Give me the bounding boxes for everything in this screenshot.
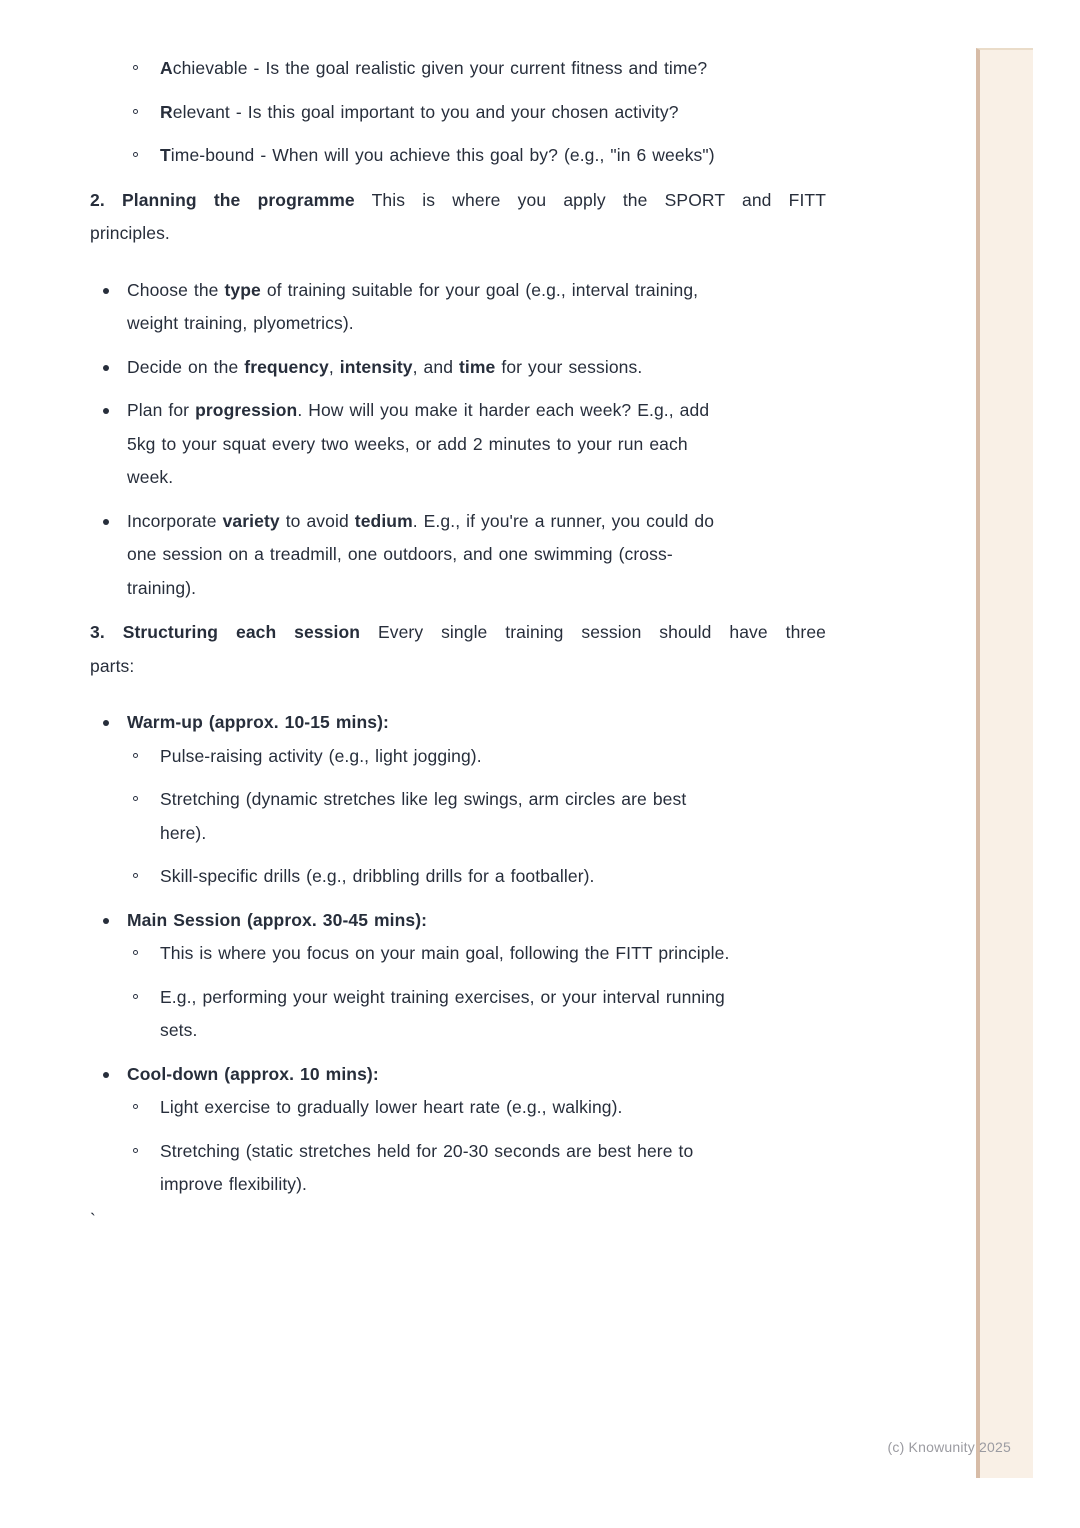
list-item-main-session [127, 904, 826, 1048]
text-line: here). [160, 822, 207, 843]
text-line: This is where you focus on your main goal, following the FITT principle. [160, 943, 730, 963]
bullet-icon [103, 288, 109, 294]
text-segment: chievable - Is the goal realistic given your current fitness and time? [172, 58, 708, 78]
text-line: week. [127, 467, 174, 487]
list-item-fitt [127, 351, 826, 385]
bullet-icon [103, 408, 109, 414]
text-segment: , and [412, 356, 459, 377]
bold-term: progression [195, 400, 298, 420]
circle-bullet-icon [133, 950, 138, 955]
list-item [160, 937, 826, 971]
text-segment: Decide on the [127, 356, 245, 377]
list-item-text [160, 139, 826, 173]
bold-term: variety [222, 510, 280, 531]
list-item-text [160, 96, 826, 130]
bold-lead: A [160, 58, 173, 78]
text-line [90, 616, 826, 650]
text-segment: This is where you apply the SPORT and FITT [354, 189, 826, 210]
circle-bullet-icon [133, 873, 138, 878]
circle-bullet-icon [133, 109, 138, 114]
text-line [90, 184, 826, 218]
bullet-icon [103, 365, 109, 371]
circle-bullet-icon [133, 1104, 138, 1109]
text-line: improve flexibility). [160, 1174, 308, 1194]
bold-term: tedium [354, 510, 413, 531]
bold-term: type [224, 279, 261, 300]
text-line: Light exercise to gradually lower heart rate (e.g., walking). [160, 1097, 623, 1117]
copyright-watermark: (c) Knowunity 2025 [887, 1439, 1011, 1455]
section-title: 3. Structuring each session [90, 622, 361, 642]
list-item [160, 1135, 826, 1202]
text-line: E.g., performing your weight training exercises, or your interval running [160, 986, 725, 1007]
circle-bullet-icon [133, 994, 138, 999]
list-item-warm-up [127, 706, 826, 894]
list-item-achievable [160, 52, 826, 86]
text-segment: Plan for [127, 400, 196, 420]
document-content [90, 52, 826, 1237]
text-line: one session on a treadmill, one outdoors, and one swimming (cross- [127, 544, 673, 564]
circle-bullet-icon [133, 65, 138, 70]
bold-term: time [459, 356, 496, 377]
list-item [160, 1091, 826, 1125]
list-item [160, 860, 826, 894]
list-item-text [160, 52, 826, 86]
session-title: Cool-down (approx. 10 mins): [127, 1063, 379, 1084]
bullet-icon [103, 918, 109, 924]
bullet-icon [103, 1072, 109, 1078]
list-item-variety [127, 505, 826, 606]
text-line: 5kg to your squat every two weeks, or add 2 minutes to your run each [127, 433, 688, 454]
list-item-relevant [160, 96, 826, 130]
circle-bullet-icon [133, 753, 138, 758]
text-line [127, 394, 826, 428]
session-title: Warm-up (approx. 10-15 mins): [127, 712, 389, 732]
text-segment: Incorporate [127, 510, 223, 531]
text-segment: ime-bound - When will you achieve this goal by? (e.g., "in 6 weeks") [170, 145, 715, 165]
warm-up-sublist [127, 740, 826, 894]
circle-bullet-icon [133, 1148, 138, 1153]
list-item [160, 783, 826, 850]
circle-bullet-icon [133, 796, 138, 801]
bold-lead: R [160, 101, 173, 122]
text-segment: , [328, 356, 340, 377]
text-segment: Choose the [127, 279, 225, 300]
circle-bullet-icon [133, 152, 138, 157]
list-item-time-bound [160, 139, 826, 173]
main-session-sublist [127, 937, 826, 1048]
session-title: Main Session (approx. 30-45 mins): [127, 909, 428, 930]
cool-down-sublist [127, 1091, 826, 1202]
list-item-cool-down [127, 1058, 826, 1202]
list-item-type [127, 274, 826, 341]
text-line: principles. [90, 223, 170, 243]
planning-list [90, 274, 826, 606]
section-title: 2. Planning the programme [90, 189, 355, 210]
bullet-icon [103, 519, 109, 525]
bullet-icon [103, 720, 109, 726]
text-segment: for your sessions. [495, 356, 643, 377]
section-heading-planning [90, 184, 826, 251]
text-line: weight training, plyometrics). [127, 313, 354, 333]
text-segment: . How will you make it harder each week? E.g., add [297, 400, 710, 420]
text-segment: of training suitable for your goal (e.g., interval training, [260, 279, 699, 300]
bold-lead: T [160, 145, 171, 165]
bold-term: intensity [339, 356, 413, 377]
session-structure-list [90, 706, 826, 1202]
text-line: sets. [160, 1020, 198, 1040]
text-line: Stretching (static stretches held for 20-30 seconds are best here to [160, 1140, 694, 1161]
list-item [160, 740, 826, 774]
text-line: parts: [90, 655, 135, 676]
text-line: Pulse-raising activity (e.g., light jogging). [160, 745, 482, 766]
text-segment: to avoid [279, 510, 355, 531]
list-item-progression [127, 394, 826, 495]
smart-criteria-list [90, 52, 826, 173]
list-item [160, 981, 826, 1048]
bold-term: frequency [244, 356, 329, 377]
section-heading-structuring [90, 616, 826, 683]
text-line [127, 274, 826, 308]
stray-backtick-character: ` [90, 1209, 96, 1230]
text-segment: . E.g., if you're a runner, you could do [412, 510, 715, 531]
text-segment: elevant - Is this goal important to you and your chosen activity? [172, 101, 679, 122]
text-line [127, 505, 826, 539]
page-side-stripe [976, 48, 1033, 1478]
text-segment: Every single training session should have three [360, 622, 826, 642]
text-line: training). [127, 577, 197, 598]
text-line: Skill-specific drills (e.g., dribbling drills for a footballer). [160, 866, 595, 886]
text-line: Stretching (dynamic stretches like leg swings, arm circles are best [160, 789, 687, 809]
text-line [127, 351, 826, 385]
